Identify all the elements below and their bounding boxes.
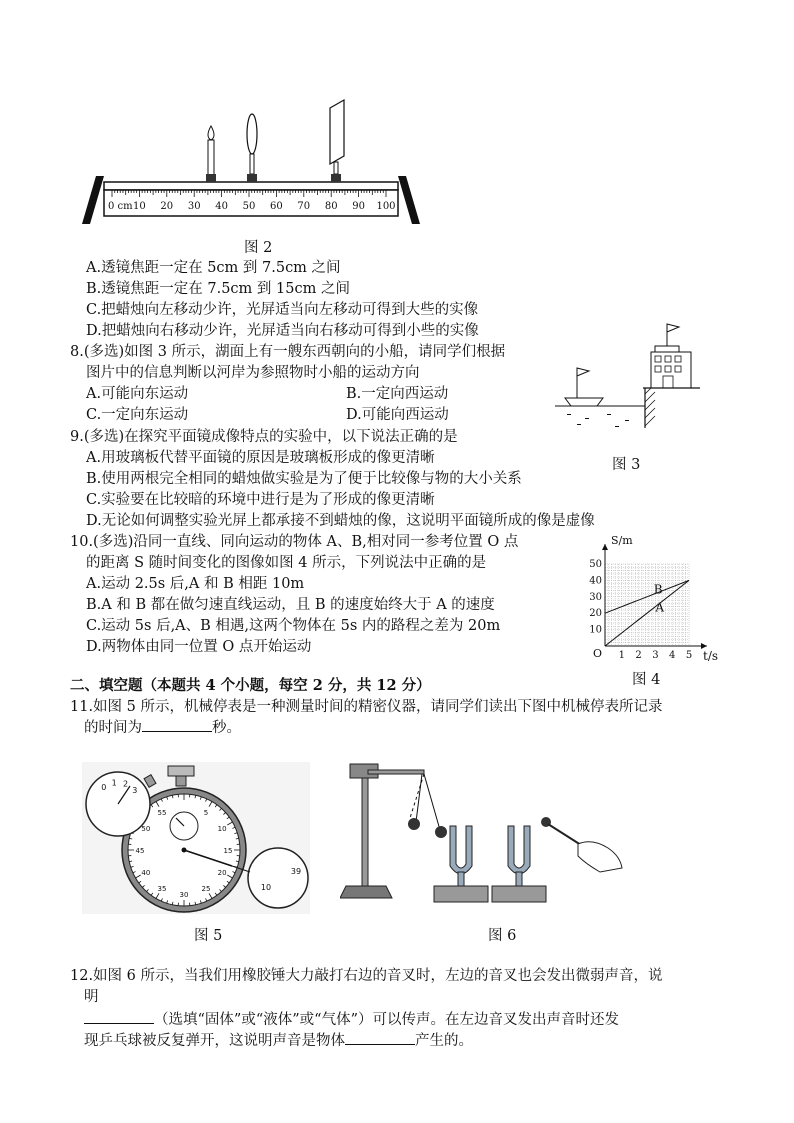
- dial-number: 10: [217, 825, 227, 833]
- dial-number: 30: [179, 891, 189, 899]
- ruler-label: 10: [133, 201, 146, 212]
- figure-6-caption: 图 6: [488, 928, 517, 944]
- q12-line2: 明: [84, 989, 99, 1005]
- ruler-label: 70: [297, 201, 311, 212]
- y-tick-label: 10: [589, 624, 602, 636]
- q12-answer-blank-1[interactable]: [84, 1009, 154, 1024]
- q12-line3-suffix: （选填“固体”或“液体”或“气体”）可以传声。在左边音叉发出声音时还发: [154, 1012, 619, 1028]
- q12-answer-blank-2[interactable]: [345, 1030, 415, 1045]
- figure-6-tuning-forks: [340, 760, 630, 910]
- figure-2-optical-bench: [82, 96, 422, 226]
- zoom-left-number: 1: [111, 778, 117, 788]
- q8-option-a: A.可能向东运动: [86, 386, 189, 402]
- q10-stem-line2: 的距离 S 随时间变化的图像如图 4 所示，下列说法中正确的是: [86, 555, 487, 571]
- figure-4-caption: 图 4: [632, 672, 661, 688]
- zoom-right-number: 39: [290, 867, 302, 876]
- q8-option-d: D.可能向西运动: [346, 407, 449, 423]
- q12-line3: [84, 1008, 619, 1029]
- q10-option-b: B.A 和 B 都在做匀速直线运动，且 B 的速度始终大于 A 的速度: [86, 597, 495, 613]
- dial-number: 40: [141, 869, 151, 877]
- y-axis-label: S/m: [611, 534, 633, 547]
- zoom-left-number: 0: [101, 783, 107, 793]
- ruler-label: 20: [160, 201, 174, 212]
- x-tick-label: 1: [618, 650, 625, 661]
- q9-option-a: A.用玻璃板代替平面镜的原因是玻璃板形成的像更清晰: [86, 450, 435, 466]
- dial-number: 5: [203, 808, 209, 817]
- dial-number: 50: [141, 825, 151, 833]
- ruler-label: 90: [352, 201, 365, 212]
- ruler-label: 0 cm: [108, 201, 133, 212]
- series-label-B: B: [653, 582, 663, 597]
- x-tick-label: 3: [652, 650, 659, 661]
- x-tick-label: 5: [685, 650, 693, 661]
- q7-option-c: C.把蜡烛向左移动少许，光屏适当向左移动可得到大些的实像: [86, 302, 479, 318]
- q10-option-c: C.运动 5s 后,A、B 相遇,这两个物体在 5s 内的路程之差为 20m: [86, 618, 501, 634]
- zoom-left-number: 2: [122, 779, 129, 789]
- x-tick-label: 2: [635, 650, 642, 661]
- ruler-label: 30: [187, 201, 201, 212]
- q7-option-d: D.把蜡烛向右移动少许，光屏适当向右移动可得到小些的实像: [86, 323, 479, 339]
- q11-line2-prefix: 的时间为: [84, 720, 142, 736]
- figure-5-stopwatch: [82, 762, 310, 914]
- dial-number: 15: [223, 847, 233, 855]
- q10-option-d: D.两物体由同一位置 O 点开始运动: [86, 639, 312, 655]
- q12-line4-prefix: 现乒乓球被反复弹开，这说明声音是物体: [84, 1033, 345, 1049]
- q8-option-c: C.一定向东运动: [86, 407, 189, 423]
- q11-line2: [84, 716, 241, 737]
- zoom-right-number: 10: [260, 883, 272, 892]
- figure-3-caption: 图 3: [612, 457, 641, 473]
- q11-answer-blank[interactable]: [142, 717, 212, 732]
- y-tick-label: 20: [589, 608, 602, 620]
- y-tick-label: 50: [589, 559, 602, 570]
- q8-stem-line2: 图片中的信息判断以河岸为参照物时小船的运动方向: [86, 365, 420, 381]
- q7-option-a: A.透镜焦距一定在 5cm 到 7.5cm 之间: [86, 260, 341, 276]
- y-tick-label: 30: [589, 591, 602, 603]
- figure-4-st-chart: [585, 528, 733, 668]
- ruler-label: 40: [215, 201, 228, 212]
- y-tick-label: 40: [589, 575, 602, 587]
- figure-2-caption: 图 2: [244, 240, 273, 256]
- x-axis-label: t/s: [703, 649, 719, 663]
- q8-option-b: B.一定向西运动: [346, 386, 449, 402]
- q10-stem-line1: 10.(多选)沿同一直线、同向运动的物体 A、B,相对同一参考位置 O 点: [70, 534, 519, 550]
- dial-number: 25: [201, 885, 211, 894]
- x-tick-label: 4: [669, 650, 676, 661]
- q12-line4-suffix: 产生的。: [415, 1033, 473, 1049]
- figure-3-boat-and-shore: [555, 318, 700, 430]
- dial-number: 45: [135, 847, 145, 855]
- ruler-label: 50: [242, 201, 256, 212]
- q7-option-b: B.透镜焦距一定在 7.5cm 到 15cm 之间: [86, 281, 350, 297]
- dial-number: 35: [157, 885, 167, 894]
- q11-line2-suffix: 秒。: [212, 720, 241, 736]
- dial-number: 55: [157, 808, 167, 817]
- q9-option-b: B.使用两根完全相同的蜡烛做实验是为了便于比较像与物的大小关系: [86, 471, 522, 487]
- zoom-left-number: 3: [132, 785, 138, 795]
- q8-stem-line1: 8.(多选)如图 3 所示，湖面上有一艘东西朝向的小船，请同学们根据: [70, 344, 506, 360]
- dial-number: 20: [217, 869, 227, 877]
- q9-option-c: C.实验要在比较暗的环境中进行是为了形成的像更清晰: [86, 492, 435, 508]
- figure-5-caption: 图 5: [194, 928, 223, 944]
- q9-option-d: D.无论如何调整实验光屏上都承接不到蜡烛的像，这说明平面镜所成的像是虚像: [86, 513, 595, 529]
- ruler-label: 80: [324, 201, 338, 212]
- q10-option-a: A.运动 2.5s 后,A 和 B 相距 10m: [86, 576, 305, 592]
- q9-stem: 9.(多选)在探究平面镜成像特点的实验中，以下说法正确的是: [70, 429, 458, 445]
- ruler-label: 100: [376, 201, 396, 212]
- ruler-label: 60: [270, 201, 283, 212]
- origin-label: O: [593, 647, 603, 660]
- y-axis-arrow: [602, 544, 608, 550]
- section-2-heading: 二、填空题（本题共 4 个小题，每空 2 分，共 12 分）: [70, 677, 431, 694]
- series-label-A: A: [655, 600, 665, 615]
- q11-line1: 11.如图 5 所示，机械停表是一种测量时间的精密仪器，请同学们读出下图中机械停表所记录: [70, 699, 663, 715]
- q12-line4: [84, 1029, 473, 1050]
- q12-line1: 12.如图 6 所示，当我们用橡胶锤大力敲打右边的音叉时，左边的音叉也会发出微弱声音，说: [70, 968, 663, 984]
